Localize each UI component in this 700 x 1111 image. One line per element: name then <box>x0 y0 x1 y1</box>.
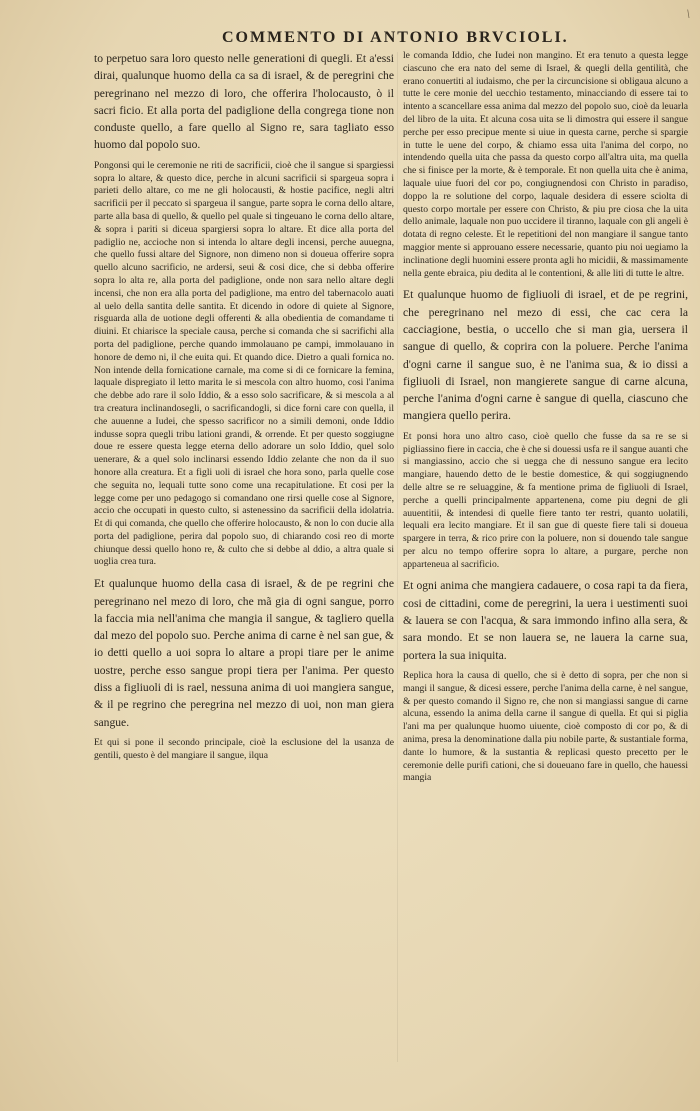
commentary-paragraph: Et qui si pone il secondo principale, cioè la esclusione del la usanza de gentili, questo è del mangiare il sangue, ilqua <box>94 736 394 761</box>
commentary-paragraph: Pongonsi qui le ceremonie ne riti de sacrificii, cioè che il sangue si spargiessi sopra lo altare, & questo dice, perche in alcuni sacrificii si spargeua sopra i parieti dello altare, co me ne gli holocausti, & hostie pacifice, negli altri sacrificii per il peccato si spargeua il sangue, parte sopra le corna dello altare, parte alla basa di quello, & quello pel quale si tingeuano le corna dello altare, & sopra i pariti si diceua spargiersi sopra lo altare. Et dice alla porta del padiglio ne, accioche non si intenda lo altare degli incensi, perche auuegna, che quello fussi altare del Signore, non dimeno non si doueua offerire sopra quello alcuno sacrificio, ne ardersi, seui & cosi dice, che si debba offerire sopra lo alta re, alla porta del padiglione, onde non sara nello altare degli incensi, che non era alla porta del padiglione, ma entro del tabernacolo auati al uelo della santita delle santita. Et dicendo in odore di quiete al Signore, risguarda alla de uotione degli offerenti & alla obedientia de comandame ti diuini. Et chiarisce la speciale causa, perche si comanda che si sacrifichi alla porta del padiglione, perche quando immolauano pe campi, immolauano in honore de demo ni, il che euita qui. Et quando dice. Dietro a quali fornica no. Non intende della fornicatione carnale, ma come si di ce fornicare la femina, laquale dispregiato il letto marita le si mescola con altro huomo, cosi l'anima che debbe ado rare il solo Iddio, & a esso solo sacrificare, & si mescola a al tra creatura inclinandosegli, o sacrificandogli, si dice forni care con quella, il che auuenne a Iudei, che spesso sacrificor no a simili demoni, onde Iddio indusse sopra quegli tribu lationi grandi, & orrende. Et per questo soggiugne doue re essere questa legge eterna dello adorare un solo Iddio, quel solo uenerare, & a quel solo inclinarsi essendo Iddio zelante che non da il suo honore alla creatura. Et a figli uoli di israel che hora sono, parla quelle cose che seguita no, lequali tutte sono come una recapitulatione. Et cosi per la legge come per uno pedagogo si comandano one rirsi quelle cose al Signore, accio che occupati in questo culto, si astenessino da sacrificii della idolatria. Et di qui comanda, che quello che offerire holocausto, & non lo con ducie alla porta del padiglione, perira dal popolo suo, di chiarando cosi reo di morte chiunque dessi quello hono re, & culto che si debbe al ddio, a altra quale si uoglia crea tura. <box>94 159 394 568</box>
scripture-paragraph: Et qualunque huomo de figliuoli di israel, et de pe regrini, che peregrinano nel mezo di essi, che cac cera la cacciagione, bestia, o uccello che si man gia, uersera il sangue di quello, & coprira con la poluere. Perche l'anima d'ogni carne il sangue suo, è ne l'anima sua, & io dissi a figliuoli di Israel, non mangierete sangue di carne alcuna, perche l'anima d'ogni carne è sangue di quella, ciascuno che mangiera quello perira. <box>403 288 688 423</box>
running-title: COMMENTO DI ANTONIO BRVCIOLI. <box>222 29 569 46</box>
folio-mark: \ <box>686 6 690 21</box>
commentary-paragraph: Replica hora la causa di quello, che si è detto di sopra, per che non si mangi il sangue, & dicesi essere, perche l'anima della carne, è nel sangue, & per questo comando il Signo re, che non si mangiassi sangue di carne alcuna, essendo la anima della carne il sangue di quella. Et qui si piglia l'ani ma per qualunque huomo uiuente, cioè composto di cor po, & di anima, presa la denominatione dalla piu nobile parte, & sustantiale forma, dante lo humore, & la sustantia & replicasi questo precetto per le ceremonie delle purifi cationi, che si doueuano fare in quello, che hauessi mangia <box>403 669 688 784</box>
right-column <box>403 50 688 1060</box>
commentary-paragraph: Et ponsi hora uno altro caso, cioè quello che fusse da sa re se si pigliassino fiere in caccia, che è che si douessi usfa re il sangue auanti che si mangiassino, accio che si uegga che di nessuno sangue era lecito mangiare, hauendo detto de le bestie domestice, & qui soggiugnendo delle altre se re seluaggine, & fa mentione prima de figliuoli di Israel, perche a quelli principalmente appartenena, come piu degni de gli auuentitii, & intendesi di quelle fiere tanto ter restri, quanto uolatili, lequali era lecito mangiare. Et il san gue di queste fiere tali si doueua spargere in terra, & rico prire con la poluere, non si douendo tale sangue per alcu no tempo offerire sopra lo altare, a purgare, perche non apparteneua al sacrificio. <box>403 430 688 570</box>
scripture-paragraph: to perpetuo sara loro questo nelle generationi di quegli. Et a'essi dirai, qualunque huomo della ca sa di israel, & de peregrini che peregrinano nel mezzo di loro, che offerira l'holocausto, ò il sacri ficio. Et alla porta del padiglione della congrega tione non conduste quello, a fare quello al Signo re, sara tagliato esso huomo dal popolo suo. <box>94 52 394 152</box>
scripture-paragraph: Et ogni anima che mangiera cadauere, o cosa rapi ta da fiera, cosi de cittadini, come de peregrini, la uera i uestimenti suoi & lauera se con l'acqua, & sara immondo infino alla sera, & sara mondo. Et se non lauera se, ne lauera la carne sua, portera la sua iniquita. <box>403 579 688 662</box>
commentary-paragraph: le comanda Iddio, che Iudei non mangino. Et era tenuto a questa legge ciascuno che era nato del seme di Israel, & quegli della gentilità, che erano conuertiti al iudaismo, che per la circuncisione si obligaua alcuno a tutte le cere monie del uecchio testamento, minacciando di essere tai to intento a scancellare essa anima dal mezzo del popolo suo, cioè da leuarla del libro de la uita. Et alcuna cosa uita se li dimostra qui essere il sangue perche per esso precipue mente si uiue in questa carne, perche si spargie in tutte le uene del corpo, & chiamo essa uita l'anima del corpo, no intendendo quella uita che passa da questo corpo all'altra uita, ma quella che si finisce per la morte, & è temporale. Et non quella uita che è anima, laquale uiue fuori del cor po, congiugnendosi con Christo in paradiso, doppo la re solutione del corpo, laquale desidera di essere sciolta di questo corpo mortale per essere con Christo, & piu pre ciosa che la uita dello animale, laquale non puo uccidere il tiranno, laquale con gli angeli è dotata di regno celeste. Et le repetitioni del non mangiare il sangue tanto maggior mente si approuano essere necessarie, quanto piu noi uegiamo la inclinatione degli huomini essere pronta agli ho micidii, & massimamente nella gente ebraica, piu dedita al le contentioni, & alle liti di tutte le altre. <box>403 50 688 279</box>
left-column <box>94 50 394 1060</box>
scripture-paragraph: Et qualunque huomo della casa di israel, & de pe regrini che peregrinano nel mezo di loro, che mã gia di ogni sangue, porro la faccia mia nell'anima che mangia il sangue, & tagliero quella dal mezo del popolo suo. Perche anima di carne è nel san gue, & io detti quello a uoi sopra lo altare a propi tiare per le anime uostre, perche esso sangue propi tiera per l'anima. Per questo diss a figliuoli di is rael, nessuna anima di uoi mangiera sangue, & il pe regrino che peregrina nel mezzo di uoi, non man giera sangue. <box>94 577 394 729</box>
column-gutter <box>397 52 398 1062</box>
